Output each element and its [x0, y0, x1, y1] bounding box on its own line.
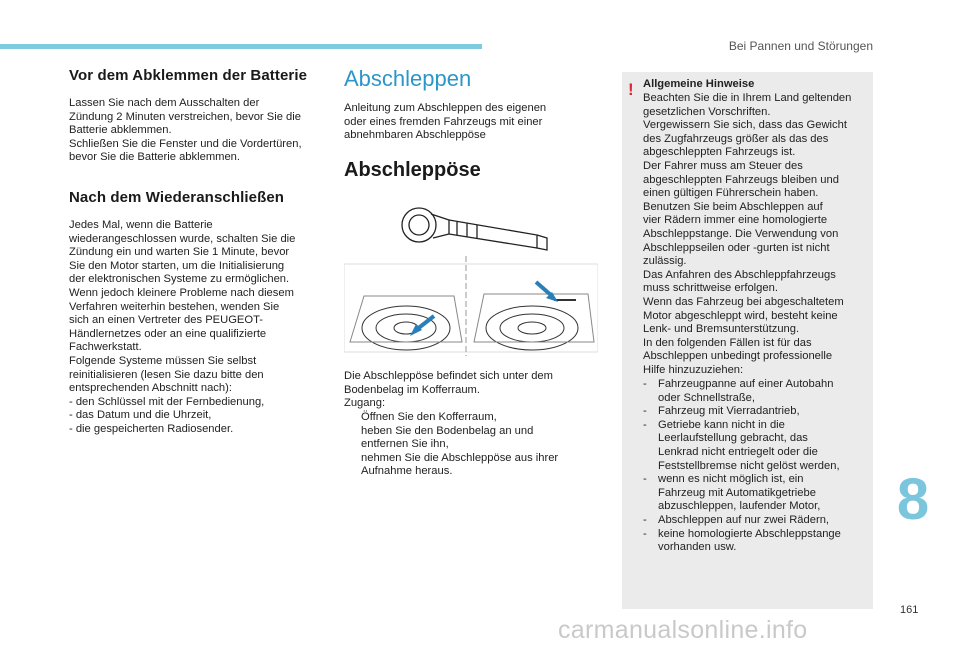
- text-line: Lassen Sie nach dem Ausschalten der: [69, 97, 260, 109]
- text-line: entsprechenden Abschnitt nach):: [69, 382, 232, 395]
- text-line: vier Rädern immer eine homologierte: [643, 214, 828, 227]
- text-line: Das Anfahren des Abschleppfahrzeugs: [643, 268, 836, 281]
- text-line: Wenn jedoch kleinere Probleme nach diesem: [69, 286, 294, 299]
- text-line: Zündung 2 Minuten verstreichen, bevor Sie die: [69, 110, 301, 123]
- step-line: Aufnahme heraus.: [361, 465, 453, 478]
- text-line: der elektronischen Systeme zu ermöglichen.: [69, 273, 290, 286]
- text-line: abnehmbaren Abschleppöse: [344, 129, 486, 142]
- subtitle-towing-eye: Abschleppöse: [344, 159, 481, 181]
- note-list: [643, 378, 841, 555]
- text-line: einen gültigen Führerschein haben.: [643, 187, 819, 200]
- paragraph-reconnect: [69, 219, 295, 437]
- note-list-line: Leerlaufstellung gebracht, das: [658, 432, 808, 445]
- text-line: Verfahren weiterhin bestehen, wenden Sie: [69, 300, 280, 313]
- note-list-line: - Getriebe kann nicht in die: [643, 418, 785, 431]
- note-list-line: - keine homologierte Abschleppstange: [643, 527, 841, 540]
- text-line: Abschleppstange. Die Verwendung von: [643, 227, 839, 240]
- step-line: entfernen Sie ihn,: [361, 438, 449, 451]
- steps-list: [344, 411, 558, 479]
- text-line: Vergewissern Sie sich, dass das Gewicht: [643, 119, 847, 132]
- note-list-line: Feststellbremse nicht gelöst werden,: [658, 459, 840, 472]
- text-line: Anleitung zum Abschleppen des eigenen: [344, 102, 547, 114]
- step-line: Öffnen Sie den Kofferraum,: [361, 411, 497, 423]
- text-line: - das Datum und die Uhrzeit,: [69, 409, 212, 422]
- text-line: Die Abschleppöse befindet sich unter dem: [344, 370, 553, 382]
- text-line: - den Schlüssel mit der Fernbedienung,: [69, 395, 265, 408]
- text-line: Abschleppen unbedingt professionelle: [643, 350, 833, 363]
- text-line: oder eines fremden Fahrzeugs mit einer: [344, 115, 543, 128]
- text-line: bevor Sie die Batterie abklemmen.: [69, 151, 241, 164]
- heading-reconnect: Nach dem Wiederanschließen: [69, 189, 285, 206]
- note-list-line: vorhanden usw.: [658, 541, 737, 554]
- note-title: Allgemeine Hinweise: [643, 78, 755, 90]
- text-line: gesetzlichen Vorschriften.: [643, 105, 771, 118]
- note-list-line: - wenn es nicht möglich ist, ein: [643, 473, 804, 486]
- text-line: Jedes Mal, wenn die Batterie: [69, 219, 213, 231]
- note-list-line: Lenkrad nicht entriegelt oder die: [658, 445, 818, 458]
- text-line: wiederangeschlossen wurde, schalten Sie die: [69, 232, 296, 245]
- section-title: Bei Pannen und Störungen: [728, 39, 873, 53]
- page-number: 161: [900, 604, 919, 616]
- note-list-line: - Abschleppen auf nur zwei Rädern,: [643, 513, 830, 526]
- step-line: heben Sie den Bodenbelag an und: [361, 424, 534, 437]
- heading-battery-disconnect: Vor dem Abklemmen der Batterie: [69, 67, 308, 84]
- note-list-line: oder Schnellstraße,: [658, 391, 756, 404]
- trunk-illustration: [344, 256, 598, 356]
- note-list-line: - Fahrzeug mit Vierradantrieb,: [643, 405, 800, 418]
- text-line: Wenn das Fahrzeug bei abgeschaltetem: [643, 295, 844, 308]
- text-line: Motor abgeschleppt wird, besteht keine: [643, 309, 838, 322]
- text-line: Händlernetzes oder an eine qualifizierte: [69, 327, 267, 340]
- text-line: zulässig.: [643, 255, 687, 268]
- page-title: Abschleppen: [344, 66, 472, 91]
- text-line: abgeschleppten Fahrzeugs bleiben und: [643, 173, 839, 186]
- text-line: Fachwerkstatt.: [69, 341, 142, 354]
- text-line: Der Fahrer muss am Steuer des: [643, 159, 803, 172]
- text-line: Benutzen Sie beim Abschleppen auf: [643, 200, 823, 213]
- text-line: Bodenbelag im Kofferraum.: [344, 383, 480, 396]
- note-text: [643, 92, 851, 377]
- intro-paragraph: [344, 102, 546, 143]
- text-line: Zündung ein und warten Sie 1 Minute, bevor: [69, 246, 290, 259]
- paragraph-battery-disconnect: [69, 97, 302, 165]
- text-line: Hilfe hinzuzuziehen:: [643, 363, 744, 376]
- text-line: Folgende Systeme müssen Sie selbst: [69, 354, 257, 367]
- text-line: - die gespeicherten Radiosender.: [69, 422, 234, 435]
- note-list-line: - Fahrzeugpanne auf einer Autobahn: [643, 378, 834, 390]
- note-list-line: Fahrzeug mit Automatikgetriebe: [658, 486, 816, 499]
- text-line: muss schrittweise erfolgen.: [643, 282, 778, 295]
- header-accent-bar: [0, 44, 482, 49]
- note-list-line: abzuschleppen, laufender Motor,: [658, 500, 821, 513]
- text-line: Sie den Motor starten, um die Initialisierung: [69, 259, 285, 272]
- text-line: abgeschleppten Fahrzeugs ist.: [643, 146, 796, 159]
- text-line: Zugang:: [344, 397, 386, 410]
- text-line: Beachten Sie die in Ihrem Land geltenden: [643, 92, 852, 104]
- chapter-number: 8: [896, 467, 930, 532]
- body-paragraph: [344, 370, 553, 411]
- text-line: In den folgenden Fällen ist für das: [643, 336, 812, 349]
- text-line: Batterie abklemmen.: [69, 124, 172, 137]
- watermark: carmanualsonline.info: [558, 616, 808, 644]
- text-line: Schließen Sie die Fenster und die Vordertüren,: [69, 137, 302, 150]
- towing-eye-illustration: [397, 200, 557, 262]
- step-line: nehmen Sie die Abschleppöse aus ihrer: [361, 451, 559, 464]
- text-line: sich an einen Vertreter des PEUGEOT-: [69, 314, 264, 327]
- text-line: Abschleppseilen oder -gurten ist nicht: [643, 241, 830, 254]
- warning-icon: !: [628, 80, 634, 99]
- text-line: des Zugfahrzeugs größer als das des: [643, 132, 829, 145]
- text-line: reinitialisieren (lesen Sie dazu bitte den: [69, 368, 264, 381]
- text-line: Lenk- und Bremsunterstützung.: [643, 323, 800, 336]
